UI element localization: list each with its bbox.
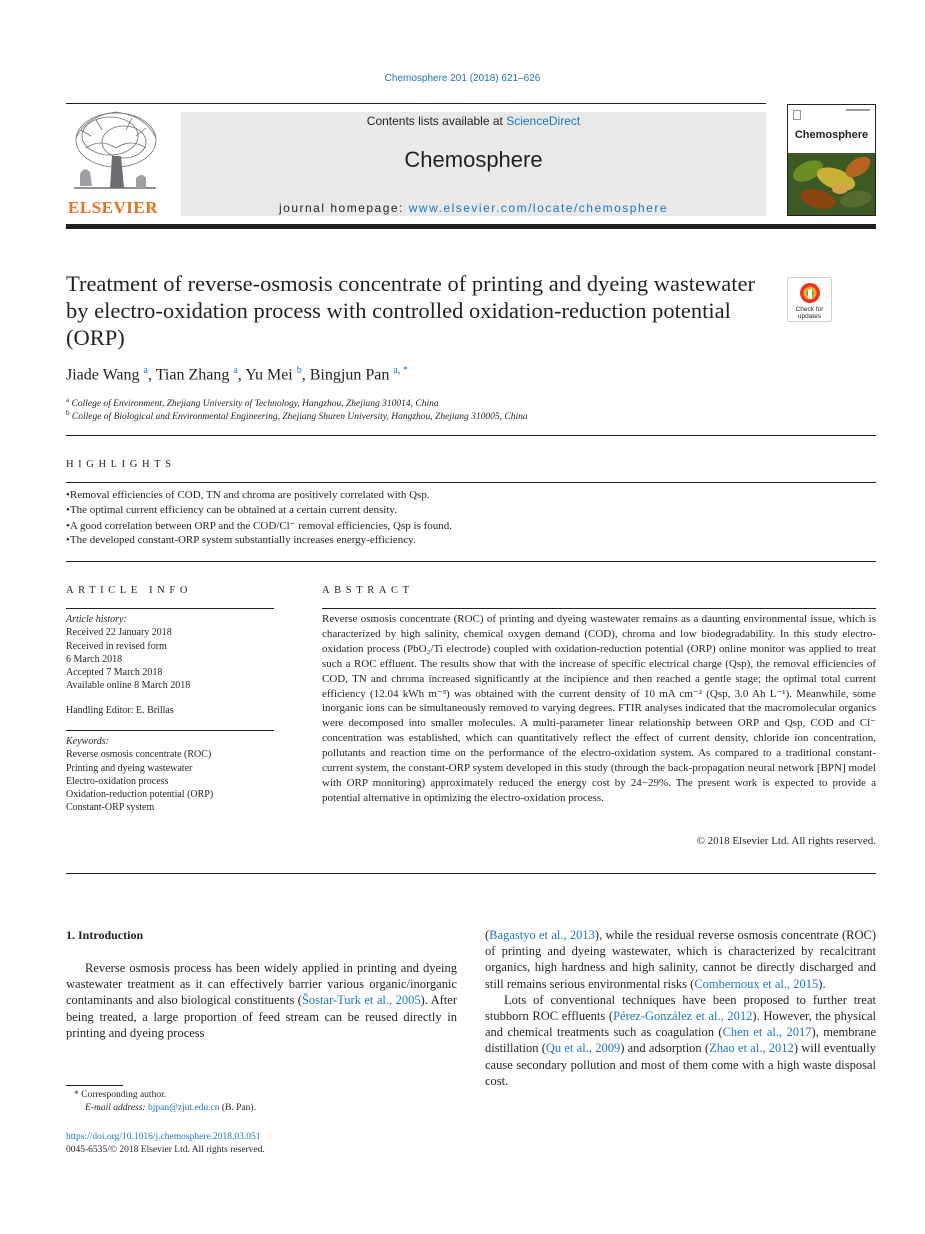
left-column	[66, 960, 457, 1041]
author-affiliation-mark[interactable]: b	[296, 365, 302, 376]
highlight-item: •A good correlation between ORP and the COD/Cl⁻ removal efficiencies, Qsp is found.	[66, 520, 453, 532]
email-suffix: (B. Pan).	[219, 1103, 256, 1113]
affiliation-text: College of Environment, Zhejiang University of Technology, Hangzhou, Zhejiang 310014, China	[71, 399, 439, 410]
highlight-item: •Removal efficiencies of COD, TN and chroma are positively correlated with Qsp.	[66, 489, 430, 501]
author-affiliation-mark[interactable]: a	[233, 365, 238, 376]
keyword: Oxidation-reduction potential (ORP)	[66, 789, 214, 801]
paragraph	[66, 960, 457, 1041]
abstract-heading: ABSTRACT	[322, 585, 414, 596]
handling-editor: Handling Editor: E. Brillas	[66, 705, 174, 716]
author-affiliation-mark[interactable]: a	[143, 365, 148, 376]
header-top-rule	[66, 103, 766, 104]
crossmark-icon	[799, 282, 821, 304]
text-run: ) will eventually cause secondary pollution and most of them come with a high waste disposal cost.	[485, 1041, 876, 1088]
abstract-rule	[322, 608, 876, 609]
right-column	[485, 927, 876, 1089]
citation-link[interactable]: Pérez-González et al., 2012	[613, 1009, 753, 1024]
author-name[interactable]: Bingjun Pan	[309, 366, 390, 384]
issn-line: 0045-6535/© 2018 Elsevier Ltd. All rights reserved.	[66, 1145, 265, 1155]
citation-link[interactable]: Chen et al., 2017	[722, 1025, 812, 1040]
author-name[interactable]: Yu Mei	[245, 366, 293, 384]
crossmark-label: Check for updates	[795, 306, 824, 320]
affiliation-text: College of Biological and Environmental Engineering, Zhejiang Shuren University, Hangzhou, Zhejiang 310005, China	[71, 412, 528, 423]
text-run: ). However, the physical and chemical treatments such as coagulation (	[485, 1009, 876, 1040]
text-run: ). After being treated, a large proportion of feed stream can be reused directly in printing and dyeing process	[66, 993, 457, 1040]
text-run: ), while the residual reverse osmosis concentrate (ROC) of printing and dyeing wastewater, which is characterized by recalcitrant organics, high hardness and high salinity, cannot be directly discharged and still remains serious environmental risks (	[485, 928, 876, 991]
text-run: (	[485, 928, 490, 942]
keyword: Constant-ORP system	[66, 802, 155, 814]
journal-homepage-link[interactable]: www.elsevier.com/locate/chemosphere	[408, 201, 668, 215]
cover-rule	[846, 109, 870, 111]
history-line: 6 March 2018	[66, 653, 123, 665]
text-run: ), membrane distillation (	[485, 1025, 876, 1056]
history-label: Article history:	[66, 614, 127, 625]
highlights-top-rule	[66, 482, 876, 483]
text-run: ).	[818, 976, 826, 991]
article-title: Treatment of reverse-osmosis concentrate of printing and dyeing wastewater by electro-oxidation process with controlled oxidation-reduction potential (ORP)	[66, 271, 755, 350]
publisher-logo-text: ELSEVIER	[68, 198, 158, 217]
affiliation-b	[66, 409, 826, 422]
article-history	[66, 613, 276, 693]
author-list: Jiade Wang $^a$, Tian Zhang $^a$, Yu Mei $^b$, Bingjun Pan $^{a, *}$	[66, 365, 408, 384]
contents-prefix: Contents lists available at	[366, 114, 507, 128]
citation-link[interactable]: Qu et al., 2009	[545, 1041, 621, 1056]
author-affiliation-mark[interactable]: a, *	[393, 365, 408, 376]
abstract-bottom-rule	[66, 873, 876, 874]
check-for-updates-badge[interactable]	[787, 277, 832, 322]
footnote-rule	[66, 1085, 123, 1086]
highlight-item: •The developed constant-ORP system substantially increases energy-efficiency.	[66, 534, 416, 546]
title-divider	[66, 435, 876, 436]
abstract-copyright: © 2018 Elsevier Ltd. All rights reserved.	[696, 835, 876, 847]
article-info-heading: ARTICLE INFO	[66, 585, 193, 596]
citation-link[interactable]: Bagastyo et al., 2013	[489, 928, 595, 942]
doi-link-text[interactable]: https://doi.org/10.1016/j.chemosphere.2018.03.051	[66, 1132, 261, 1142]
corresponding-author-note: * Corresponding author.	[74, 1090, 167, 1100]
homepage-prefix: journal homepage:	[278, 201, 409, 215]
citation-link[interactable]: Combernoux et al., 2015	[694, 976, 819, 991]
keywords-label: Keywords:	[66, 736, 109, 747]
email-link[interactable]: bjpan@zjut.edu.cn	[147, 1103, 220, 1113]
contents-line	[181, 114, 766, 128]
affiliation-mark: b	[66, 409, 70, 417]
highlights-heading: HIGHLIGHTS	[66, 459, 176, 470]
email-label: E-mail address:	[85, 1103, 146, 1113]
paragraph	[485, 992, 876, 1089]
cover-emblem-icon	[793, 110, 801, 120]
sciencedirect-link[interactable]: ScienceDirect	[506, 114, 581, 128]
affiliation-a	[66, 396, 826, 409]
citation-link[interactable]: Zhao et al., 2012	[709, 1041, 794, 1056]
author-name[interactable]: Jiade Wang	[66, 366, 140, 384]
article-info-rule	[66, 608, 274, 609]
keywords-block	[66, 735, 276, 815]
cover-leaf-image	[788, 153, 875, 215]
history-line: Received in revised form	[66, 640, 167, 652]
keyword: Electro-oxidation process	[66, 775, 169, 787]
abstract-text: Reverse osmosis concentrate (ROC) of printing and dyeing wastewater remains as a daunting environmental issue, which is characterized by high salinity, chemical oxygen demand (COD), chroma and low biodegradability. In this study electro-oxidation process (PbO₂/Ti electrode) coupled with oxidation-reduction potential (ORP) online monitor was applied to treat such a ROC effluent. The results show that with the increase of specific electrical charge (Qsp), the removal efficiencies of COD, TN and chroma increased significantly at the incipience and then reached a gentle stage; the optimal total current efficiency (12.04 kWh m⁻³) was obtained with the current density of 10 mA cm⁻² (Qsp, 3.0 Ah L⁻¹). Meanwhile, some inorganic ions can be simultaneously removed to varying degrees. FTIR analyses indicated that the macromolecular organics were decomposed into smaller molecules. A multi-parameter linear relationship between ORP and Qsp, COD and Cl⁻ concentration was established, which can quantitatively reflect the effect of current density, chloride ion concentration, pollutants and reaction time on the performance of the electro-oxidation system. As compared to a traditional constant-current system, the constant-ORP system developed in this study (through the back-propagation neural network [BPN] model with ORP monitoring) approximately reduced the energy cost by 24−29%. The present work is expected to provide a potential alternative in optimizing the electro-oxidation process.	[322, 613, 876, 804]
author-name[interactable]: Tian Zhang	[155, 366, 230, 384]
text-run: Reverse osmosis process has been widely applied in printing and dyeing wastewater treatment as it can effectively barrier various organic/inorganic contaminants and also biological constituents (	[66, 961, 457, 1008]
keyword: Printing and dyeing wastewater	[66, 762, 193, 774]
header-thick-rule	[66, 224, 876, 229]
keywords-rule	[66, 730, 274, 731]
text-run: ) and adsorption (	[620, 1041, 710, 1056]
journal-citation-link[interactable]: Chemosphere 201 (2018) 621–626	[384, 73, 541, 84]
journal-name: Chemosphere	[404, 147, 543, 172]
paragraph	[485, 927, 876, 992]
history-line: Accepted 7 March 2018	[66, 667, 163, 679]
section-heading: 1. Introduction	[66, 928, 144, 942]
citation-link[interactable]: Šostar-Turk et al., 2005	[301, 993, 421, 1008]
text-run: Lots of conventional techniques have been proposed to further treat stubborn ROC effluents (	[485, 992, 876, 1024]
cover-title: Chemosphere	[794, 129, 869, 141]
history-line: Received 22 January 2018	[66, 627, 172, 639]
highlight-item: •The optimal current efficiency can be obtained at a certain current density.	[66, 504, 397, 516]
email-note	[85, 1103, 256, 1113]
journal-homepage-line	[181, 201, 766, 215]
affiliation-mark: a	[66, 396, 70, 404]
highlights-bottom-rule	[66, 561, 876, 562]
history-line: Available online 8 March 2018	[66, 680, 191, 692]
doi-link[interactable]	[66, 1132, 261, 1142]
keyword: Reverse osmosis concentrate (ROC)	[66, 749, 212, 761]
journal-cover-thumbnail[interactable]	[787, 104, 876, 216]
